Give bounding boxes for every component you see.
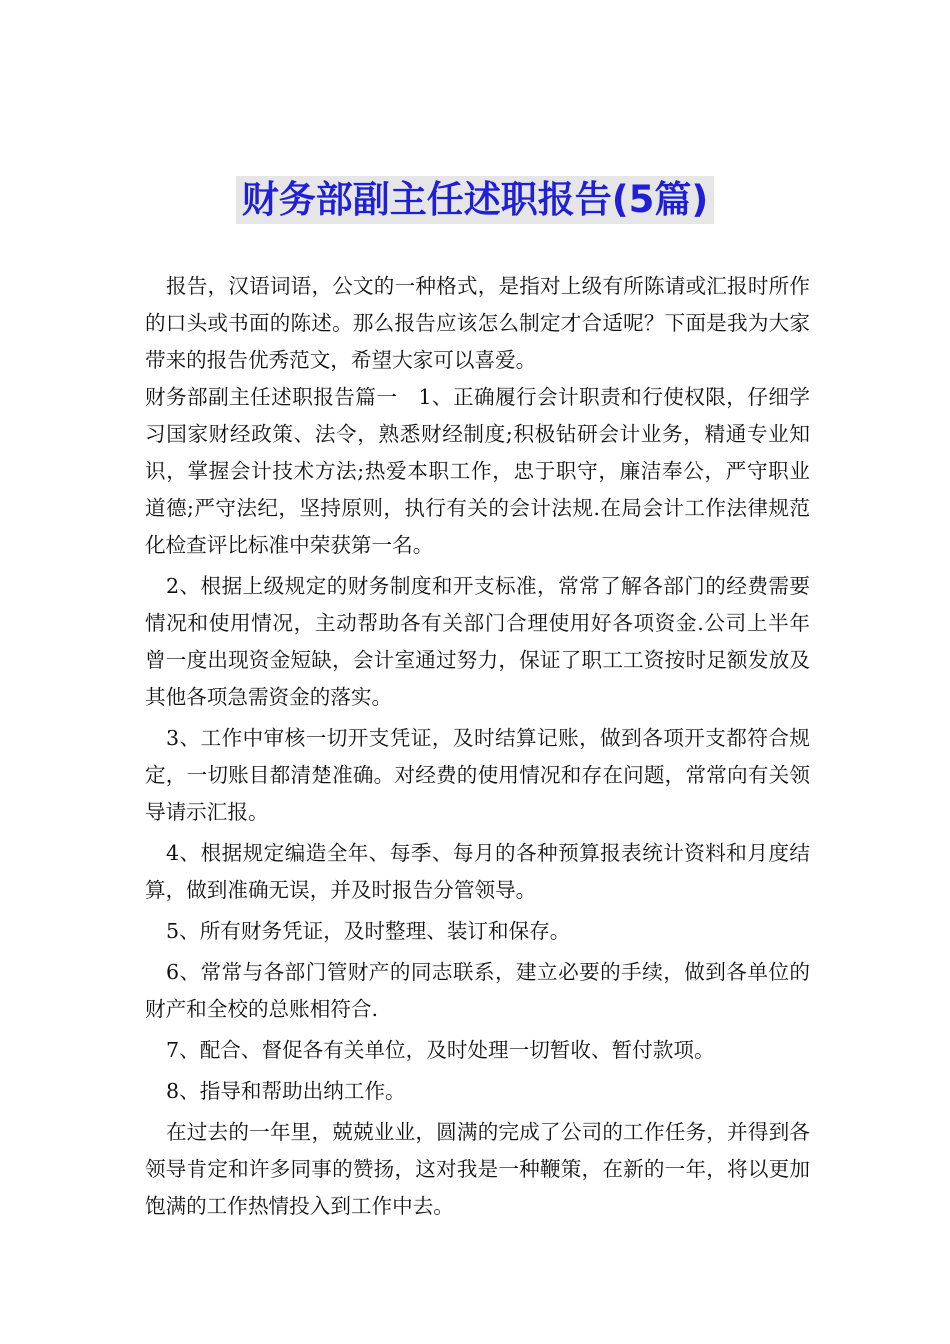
intro-paragraph: 报告，汉语词语，公文的一种格式，是指对上级有所陈请或汇报时所作的口头或书面的陈述。那么报告应该怎么制定才合适呢？下面是我为大家带来的报告优秀范文，希望大家可以喜爱。 bbox=[145, 274, 810, 372]
closing-paragraph: 在过去的一年里，兢兢业业，圆满的完成了公司的工作任务，并得到各领导肯定和许多同事的赞扬，这对我是一种鞭策，在新的一年，将以更加饱满的工作热情投入到工作中去。 bbox=[145, 1120, 810, 1218]
item-3-paragraph: 3、工作中审核一切开支凭证，及时结算记账，做到各项开支都符合规定，一切账目都清楚准确。对经费的使用情况和存在问题，常常向有关领导请示汇报。 bbox=[145, 726, 810, 824]
item-7-paragraph: 7、配合、督促各有关单位，及时处理一切暂收、暂付款项。 bbox=[166, 1038, 715, 1062]
document-body bbox=[145, 268, 810, 1225]
item-8-paragraph: 8、指导和帮助出纳工作。 bbox=[166, 1079, 406, 1103]
item-6-paragraph: 6、常常与各部门管财产的同志联系，建立必要的手续，做到各单位的财产和全校的总账相符合. bbox=[145, 960, 810, 1021]
item-2-paragraph: 2、根据上级规定的财务制度和开支标准，常常了解各部门的经费需要情况和使用情况，主动帮助各有关部门合理使用好各项资金.公司上半年曾一度出现资金短缺，会计室通过努力，保证了职工工资按时足额发放及其他各项急需资金的落实。 bbox=[145, 574, 810, 709]
item-4-paragraph: 4、根据规定编造全年、每季、每月的各种预算报表统计资料和月度结算，做到准确无误，并及时报告分管领导。 bbox=[145, 841, 810, 902]
title-container bbox=[0, 176, 950, 224]
item-5-paragraph: 5、所有财务凭证，及时整理、装订和保存。 bbox=[166, 919, 571, 943]
section-one-paragraph: 财务部副主任述职报告篇一 1、正确履行会计职责和行使权限，仔细学习国家财经政策、法令，熟悉财经制度;积极钻研会计业务，精通专业知识，掌握会计技术方法;热爱本职工作，忠于职守，廉洁奉公，严守职业道德;严守法纪，坚持原则，执行有关的会计法规.在局会计工作法律规范化检查评比标准中荣获第一名。 bbox=[145, 385, 810, 557]
document-title: 财务部副主任述职报告(5篇) bbox=[236, 176, 715, 224]
